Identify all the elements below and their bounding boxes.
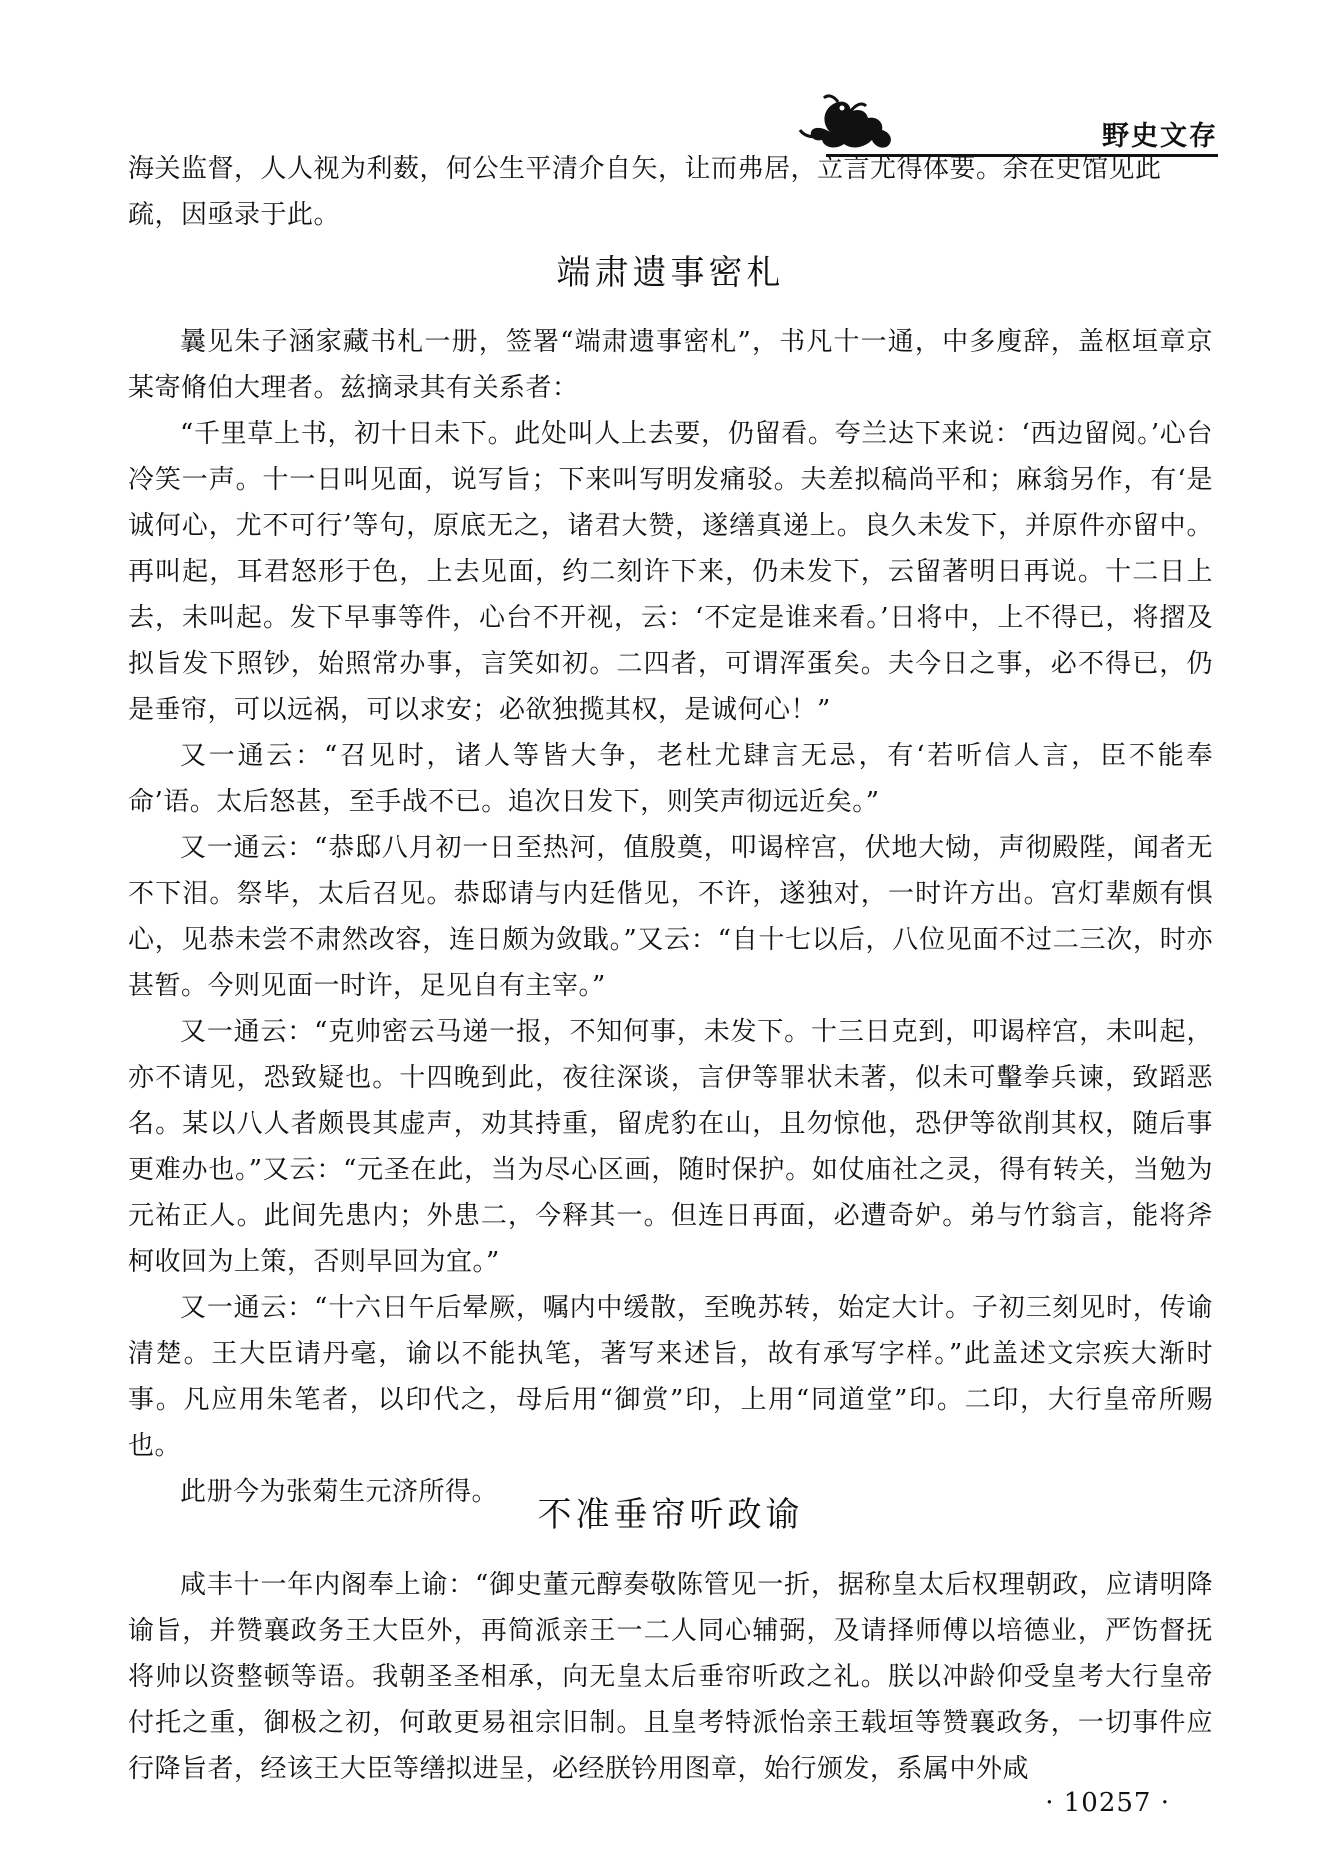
paragraph: 又一通云：“克帅密云马递一报，不知何事，未发下。十三日克到，叩谒梓宫，未叫起，亦不请见，恐致疑也。十四晚到此，夜往深谈，言伊等罪状未著，似未可轚拳兵谏，致蹈恶名。某以八人者颇畏其虚声，劝其持重，留虎豹在山，且勿惊他，恐伊等欲削其权，随后事更难办也。”又云：“元圣在此，当为尽心区画，随时保护。如仗庙社之灵，得有转关，当勉为元祐正人。此间先患内；外患二，今释其一。但连日再面，必遭奇妒。弟与竹翁言，能将斧柯收回为上策，否则早回为宜。” xyxy=(128,1017,1213,1277)
intro-paragraph xyxy=(128,146,1213,238)
paragraph: 此册今为张菊生元济所得。 xyxy=(180,1477,499,1507)
paragraph: 又一通云：“召见时，诸人等皆大争，老杜尤肆言无忌，有‘若听信人言，臣不能奉命’语。太后怒甚，至手战不已。追次日发下，则笑声彻远近矣。” xyxy=(128,741,1213,817)
page-number: · 10257 · xyxy=(1045,1788,1170,1818)
paragraph: “千里草上书，初十日未下。此处叫人上去要，仍留看。夸兰达下来说：‘西边留阅。’心台冷笑一声。十一日叫见面，说写旨；下来叫写明发痛驳。夫差拟稿尚平和；麻翁另作，有‘是诚何心，尤不可行’等句，原底无之，诸君大赞，遂缮真递上。良久未发下，并原件亦留中。再叫起，耳君怒形于色，上去见面，约二刻许下来，仍未发下，云留著明日再说。十二日上去，未叫起。发下早事等件，心台不开视，云：‘不定是谁来看。’日将中，上不得已，将摺及拟旨发下照钞，始照常办事，言笑如初。二四者，可谓浑蛋矣。夫今日之事，必不得已，仍是垂帘，可以远祸，可以求安；必欲独揽其权，是诚何心！” xyxy=(128,419,1213,725)
paragraph: 又一通云：“恭邸八月初一日至热河，值殷奠，叩谒梓宫，伏地大恸，声彻殿陛，闻者无不下泪。祭毕，太后召见。恭邸请与内廷偕见，不许，遂独对，一时许方出。宫灯辈颇有惧心，见恭未尝不肃然改容，连日颇为敛戢。”又云：“自十七以后，八位见面不过二三次，时亦甚暂。今则见面一时许，足见自有主宰。” xyxy=(128,833,1213,1001)
intro-line-2: 疏，因亟录于此。 xyxy=(128,200,341,230)
section-title-duansu: 端肃遗事密札 xyxy=(556,253,785,293)
section-body-duansu xyxy=(128,319,1213,1515)
paragraph: 咸丰十一年内阁奉上谕：“御史董元醇奏敬陈管见一折，据称皇太后权理朝政，应请明降谕旨，并赞襄政务王大臣外，再简派亲王一二人同心辅弼，及请择师傅以培德业，严饬督抚将帅以资整顿等语。我朝圣圣相承，向无皇太后垂帘听政之礼。朕以冲龄仰受皇考大行皇帝付托之重，御极之初，何敢更易祖宗旧制。且皇考特派怡亲王载垣等赞襄政务，一切事件应行降旨者，经该王大臣等缮拟进呈，必经朕钤用图章，始行颁发，系属中外咸 xyxy=(128,1570,1213,1784)
paragraph: 曩见朱子涵家藏书札一册，签署“端肃遗事密札”，书凡十一通，中多廋辞，盖枢垣章京某寄脩伯大理者。兹摘录其有关系者： xyxy=(128,327,1213,403)
section-title-buzhun: 不准垂帘听政谕 xyxy=(537,1495,804,1535)
paragraph: 又一通云：“十六日午后晕厥，嘱内中缓散，至晚苏转，始定大计。子初三刻见时，传谕清楚。王大臣请丹毫，谕以不能执笔，著写来述旨，故有承写字样。”此盖述文宗疾大渐时事。凡应用朱笔者，以印代之，母后用“御赏”印，上用“同道堂”印。二印，大行皇帝所赐也。 xyxy=(128,1293,1213,1461)
section-body-buzhun xyxy=(128,1562,1213,1792)
series-title: 野史文存 xyxy=(1102,121,1218,152)
intro-line-1: 海关监督，人人视为利薮，何公生平清介自矢，让而弗居，立言尤得体要。余在史馆见此 xyxy=(128,154,1162,184)
